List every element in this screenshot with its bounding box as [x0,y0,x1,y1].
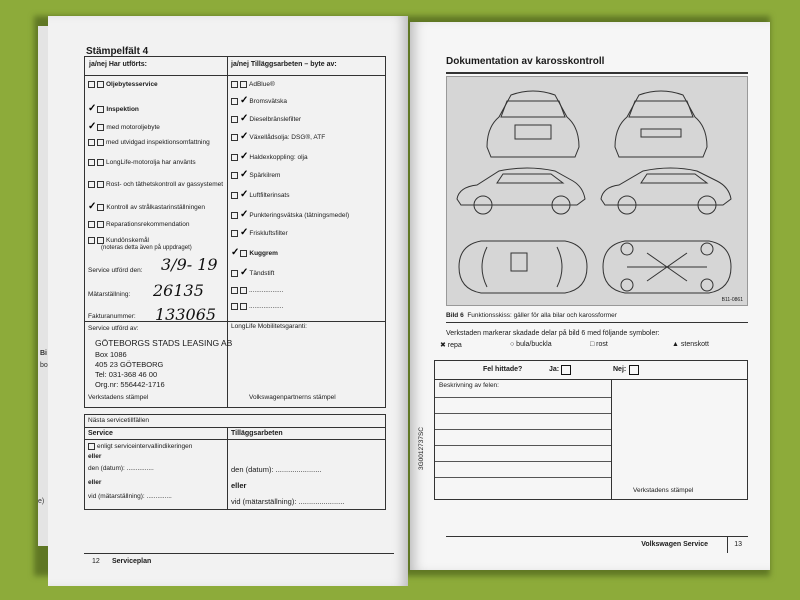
car-diagram [446,76,748,306]
caption-rule [446,322,748,323]
description-label: Beskrivning av felen: [439,382,499,389]
left-footer-title: Serviceplan [112,558,152,565]
invoice-label: Fakturanummer: [88,313,136,320]
stub-text-2: bo [40,362,48,369]
performer-name: GÖTEBORGS STADS LEASING AB [95,338,233,348]
workshop-stamp-label: Verkstadens stämpel [88,394,149,401]
left-page-footer [84,553,394,568]
right-page-number: 13 [734,541,742,548]
checklist-item-oil-service: Oljebytesservice [88,81,158,88]
car-outlines [447,77,747,305]
right-workshop-stamp-label: Verkstadens stämpel [633,487,694,494]
longlife-label: LongLife Mobilitetsgaranti: [231,323,307,330]
extra-item-belt: ✓Spärkilrem [231,169,280,180]
marking-instructions: Verkstaden markerar skadade delar på bild 6 med följande symboler: [446,330,660,337]
next-extra-date: den (datum): ...................... [231,465,322,474]
checklist-item-inspection: ✓ Inspektion [88,103,139,114]
legend-rust: □ rost [590,341,608,348]
next-extra-header: Tilläggsarbeten [231,430,283,437]
stamp-field-title: Stämpelfält 4 [86,46,149,57]
performer-orgnr: Org.nr: 556442-1716 [95,380,165,389]
extra-item-diesel-filter: ✓Dieselbränslefilter [231,113,301,124]
checklist-item-repair-recommendation: Reparationsrekommendation [88,221,189,228]
extra-item-sealant: ✓Punkteringsvätska (tätningsmedel) [231,209,349,220]
next-column-divider [227,427,228,509]
performer-city: 405 23 GÖTEBORG [95,360,164,369]
checklist-item-extended-inspection: med utvidgad inspektionsomfattning [88,139,210,146]
next-row-odometer: vid (mätarställning): .............. [88,493,172,500]
next-header-rule [85,439,385,440]
mid-rule [85,321,385,322]
checklist-item-oil-change: ✓ med motoroljebyte [88,121,160,132]
extra-item-timing-belt: ✓ Kuggrem [231,247,278,258]
defects-found-label: Fel hittade? [483,366,523,373]
extra-item-blank-1: ................... [231,287,283,294]
defects-found-header [435,361,747,380]
odometer-value: 26135 [153,281,204,300]
no-label: Nej: [613,366,627,373]
left-page-number: 12 [92,558,100,565]
yes-label: Ja: [549,366,560,373]
odometer-label: Mätarställning: [88,291,131,298]
checklist-item-customer-request: Kundönskemål [88,237,149,244]
extra-item-cabin-filter: ✓Friskluftsfilter [231,227,288,238]
partner-stamp-label: Volkswagenpartnerns stämpel [249,394,336,401]
next-extra-or: eller [231,481,247,490]
stub-text-1: Bi [40,350,47,357]
next-extra-odometer: vid (mätarställning): ...................... [231,497,345,506]
performer-box: Box 1086 [95,350,127,359]
invoice-value: 133065 [155,305,217,324]
customer-request-note: (noteras detta även på uppdraget) [101,245,192,251]
next-service-header: Service [88,430,113,437]
next-row-or-1: eller [88,453,102,460]
header-rule [85,75,385,76]
right-header: ja/nej Tilläggsarbeten – byte av: [231,61,337,68]
next-row-interval: enligt serviceintervallindikeringen [88,443,192,450]
stamp-table [84,56,386,408]
left-header: ja/nej Har utförts: [89,61,147,68]
right-footer-title: Volkswagen Service [641,541,708,548]
service-date-value: 3/9- 19 [161,255,218,274]
description-area [435,379,612,499]
stub-text-3: e) [38,498,45,505]
yes-checkbox[interactable] [561,365,571,375]
next-service-title: Nästa servicetillfällen [88,417,150,424]
next-row-or-2: eller [88,479,102,486]
title-rule [446,72,748,74]
legend-scratch: ✖ repa [440,342,462,349]
extra-item-air-filter: ✓Luftfilterinsats [231,189,290,200]
service-date-label: Service utförd den: [88,267,143,274]
extra-item-brake-fluid: ✓Bromsvätska [231,95,287,106]
extra-item-gearbox-oil: ✓Växellådsolja: DSG®, ATF [231,131,325,142]
extra-item-haldex: ✓Haldexkoppling: olja [231,151,308,162]
extra-item-adblue: AdBlue® [231,81,275,88]
defects-found-box [434,360,748,500]
figure-caption: Bild 6 Funktionsskiss: gäller för alla bilar och karossformer [446,312,617,319]
next-service-table [84,414,386,510]
checklist-item-longlife-oil: LongLife-motorolja har använts [88,159,196,166]
next-title-rule [85,427,385,428]
column-divider [227,57,228,407]
vertical-doc-code: 3G0012737SC [418,426,425,470]
next-row-date: den (datum): ............... [88,465,154,472]
no-checkbox[interactable] [629,365,639,375]
checklist-item-gas-system: Rost- och täthetskontroll av gassystemet [88,181,223,188]
body-check-title: Dokumentation av karosskontroll [446,56,605,67]
extra-item-blank-2: ................... [231,303,283,310]
checklist-item-headlights: ✓ Kontroll av strålkastarinställningen [88,201,206,212]
legend-dent: ○ bula/buckla [510,341,552,348]
car-top-view [459,241,587,293]
performer-phone: Tel: 031-368 46 00 [95,370,158,379]
performed-by-label: Service utförd av: [88,325,139,332]
extra-item-spark-plugs: ✓Tändstift [231,267,274,278]
figure-code: B11-0861 [721,297,743,303]
legend-stone-chip: ▲ stenskott [672,341,709,348]
right-page-footer [446,536,748,553]
